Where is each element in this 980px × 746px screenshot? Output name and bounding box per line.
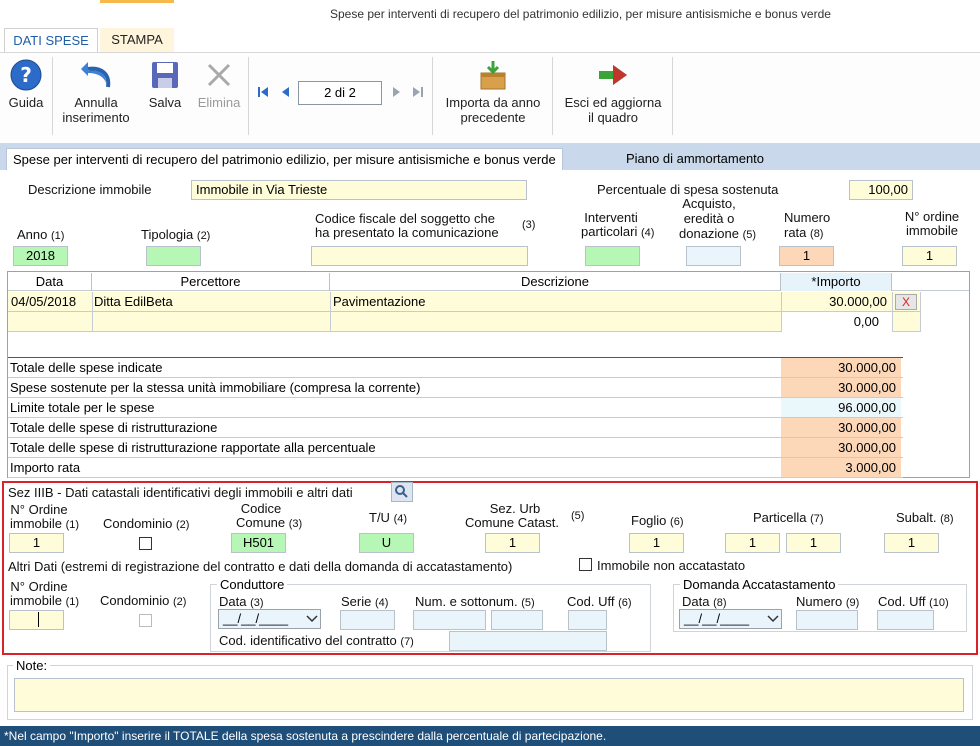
cat-subalt-field[interactable]: 1	[884, 533, 939, 553]
conduttore-title: Conduttore	[217, 578, 287, 592]
numrata-field[interactable]: 1	[779, 246, 834, 266]
cat-foglio-field[interactable]: 1	[629, 533, 684, 553]
toolbar	[0, 52, 980, 144]
total-value: 30.000,00	[781, 438, 901, 457]
last-page-icon[interactable]	[412, 85, 424, 102]
numrata-label-2	[784, 225, 823, 242]
cat-condominio-checkbox[interactable]	[139, 537, 152, 550]
col-descrizione: Descrizione	[330, 273, 781, 291]
acquisto-label-3	[679, 226, 756, 243]
altri-dati-title: Altri Dati (estremi di registrazione del contratto e dati della domanda di accatastamento)	[8, 559, 513, 574]
tab-stampa[interactable]: STAMPA	[100, 28, 174, 52]
codfisc-label-1: Codice fiscale del soggetto che	[315, 211, 495, 226]
cat-particella-field-1[interactable]: 1	[725, 533, 780, 553]
non-accatastato-checkbox[interactable]	[579, 558, 592, 571]
dom-numero-field[interactable]	[796, 610, 858, 630]
dom-numero	[796, 594, 859, 611]
ad-num-field[interactable]	[413, 610, 486, 630]
ad-numsott-note: (5)	[521, 597, 535, 609]
ad-nordine-note: (1)	[65, 596, 80, 608]
search-icon	[392, 483, 412, 501]
codfisc-field[interactable]	[311, 246, 528, 266]
tab-accent	[100, 0, 174, 3]
ad-data-value[interactable]: __/__/____	[223, 611, 289, 626]
catasto-search-button[interactable]	[391, 482, 413, 502]
total-label: Totale delle spese di ristrutturazione	[10, 420, 218, 435]
ad-condominio-checkbox[interactable]	[139, 614, 152, 627]
row-importo[interactable]: 30.000,00	[829, 294, 887, 309]
toolbar-separator	[672, 57, 673, 135]
cat-nordine-2	[10, 516, 79, 533]
importa-label-1: Importa da anno	[445, 95, 541, 110]
tab-piano-ammortamento[interactable]: Piano di ammortamento	[626, 151, 765, 166]
svg-text:?: ?	[20, 63, 32, 87]
anno-label	[17, 227, 64, 244]
ad-nordine-field[interactable]	[9, 610, 64, 630]
acquisto-note: (5)	[742, 229, 757, 241]
window-title: Spese per interventi di recupero del patrimonio edilizio, per misure antisismiche e bonus verde	[330, 7, 831, 21]
dom-numero-text: Numero	[796, 594, 843, 609]
cat-sezurb-field[interactable]: 1	[485, 533, 540, 553]
cat-particella-note: (7)	[810, 513, 824, 525]
nordine-field[interactable]: 1	[902, 246, 957, 266]
annulla-label-1: Annulla	[74, 95, 118, 110]
col-divider	[892, 292, 893, 332]
page-indicator[interactable]: 2 di 2	[298, 81, 382, 105]
catasto-title: Sez IIIB - Dati catastali identificativi degli immobili e altri dati	[8, 485, 353, 500]
ad-condominio	[100, 593, 186, 610]
ad-data-note: (3)	[250, 597, 264, 609]
ad-codcontratto-text: Cod. identificativo del contratto	[219, 633, 397, 648]
cat-subalt-note: (8)	[940, 513, 954, 525]
total-value: 30.000,00	[781, 378, 901, 397]
anno-note: (1)	[51, 230, 65, 242]
total-row	[8, 418, 903, 438]
codfisc-label-2: ha presentato la comunicazione	[315, 225, 499, 240]
dom-data-field[interactable]	[679, 609, 782, 629]
anno-label-text: Anno	[17, 227, 48, 242]
import-icon	[477, 59, 509, 91]
ad-codcontratto-field[interactable]	[449, 631, 607, 651]
codfisc-note: (3)	[522, 219, 536, 231]
ad-data-field[interactable]	[218, 609, 321, 629]
cat-tu-note: (4)	[393, 513, 408, 525]
dom-coduff-field[interactable]	[877, 610, 934, 630]
ad-codcontratto-note: (7)	[400, 636, 414, 648]
cat-codcomune-1: Codice	[240, 501, 282, 516]
dom-coduff-text: Cod. Uff	[878, 594, 926, 609]
acquisto-label-3-text: donazione	[679, 226, 739, 241]
total-label: Importo rata	[10, 460, 81, 475]
ad-serie	[341, 594, 388, 611]
cat-nordine-note: (1)	[65, 519, 80, 531]
ad-coduff	[567, 594, 632, 611]
numrata-label-2-text: rata	[784, 225, 807, 240]
ad-codcontratto	[219, 633, 414, 650]
total-value: 30.000,00	[781, 418, 901, 437]
guida-button[interactable]	[4, 59, 48, 110]
ad-serie-note: (4)	[374, 597, 389, 609]
dom-coduff	[878, 594, 949, 611]
elimina-button[interactable]	[194, 59, 244, 110]
non-accatastato-label: Immobile non accatastato	[597, 558, 746, 573]
cat-foglio-note: (6)	[670, 516, 684, 528]
cat-sezurb-1: Sez. Urb	[489, 501, 541, 516]
descrizione-label: Descrizione immobile	[28, 182, 152, 197]
total-value: 96.000,00	[781, 398, 901, 417]
chevron-down-icon[interactable]	[767, 610, 779, 629]
total-label: Totale delle spese di ristrutturazione rapportate alla percentuale	[10, 440, 376, 455]
domanda-title: Domanda Accatastamento	[680, 578, 838, 592]
cat-codcomune-2	[236, 515, 302, 532]
tipologia-label-text: Tipologia	[141, 227, 194, 242]
nordine-label-1: N° ordine	[904, 209, 960, 224]
dom-numero-note: (9)	[845, 597, 860, 609]
cat-particella	[753, 510, 824, 527]
esci-label-2: il quadro	[588, 110, 638, 125]
cat-condominio-text: Condominio	[103, 516, 173, 531]
ad-coduff-text: Cod. Uff	[567, 594, 615, 609]
toolbar-separator	[432, 57, 433, 135]
percentuale-label: Percentuale di spesa sostenuta	[597, 182, 779, 197]
total-value: 30.000,00	[781, 358, 901, 377]
tipologia-label	[141, 227, 210, 244]
esci-label-1: Esci ed aggiorna	[564, 95, 662, 110]
prev-page-icon[interactable]	[280, 85, 290, 102]
numrata-note: (8)	[810, 228, 824, 240]
total-row	[8, 358, 903, 378]
salva-button[interactable]	[142, 59, 188, 110]
cat-foglio	[631, 513, 684, 530]
total-label: Totale delle spese indicate	[10, 360, 163, 375]
title-bar	[0, 0, 980, 52]
total-row	[8, 378, 903, 398]
note-label: Note:	[13, 659, 50, 673]
col-divider	[330, 292, 331, 332]
col-percettore: Percettore	[92, 273, 330, 291]
salva-label: Salva	[148, 95, 182, 110]
col-importo: *Importo	[781, 273, 892, 291]
cat-sezurb-2: Comune Catast.	[465, 515, 559, 530]
descrizione-field[interactable]: Immobile in Via Trieste	[191, 180, 527, 200]
cat-sezurb-note: (5)	[571, 510, 585, 522]
row-descrizione[interactable]: Pavimentazione	[333, 294, 426, 309]
toolbar-separator	[552, 57, 553, 135]
cat-tu-text: T/U	[369, 510, 390, 525]
ad-numsott	[415, 594, 535, 611]
footer-note: *Nel campo "Importo" inserire il TOTALE della spesa sostenuta a prescindere dalla percentuale di partecipazione.	[0, 726, 980, 746]
interventi-field[interactable]	[585, 246, 640, 266]
row-importo-empty[interactable]: 0,00	[781, 312, 892, 332]
tipologia-field[interactable]	[146, 246, 201, 266]
cat-subalt-text: Subalt.	[896, 510, 937, 525]
elimina-label: Elimina	[197, 95, 241, 110]
cat-tu-field[interactable]: U	[359, 533, 414, 553]
tab-dati-spese[interactable]: DATI SPESE	[4, 28, 98, 52]
acquisto-label-2: eredità o	[683, 211, 735, 226]
delete-row-button[interactable]: X	[895, 294, 917, 310]
interventi-label-2	[581, 224, 654, 241]
ad-coduff-note: (6)	[618, 597, 632, 609]
cat-condominio	[103, 516, 189, 533]
cat-foglio-text: Foglio	[631, 513, 667, 528]
note-field[interactable]	[14, 678, 964, 712]
ad-nordine-1: N° Ordine	[10, 579, 68, 594]
cat-nordine-field[interactable]: 1	[9, 533, 64, 553]
dom-data-text: Data	[682, 594, 710, 609]
delete-icon	[203, 59, 235, 91]
cat-codcomune-note: (3)	[288, 518, 303, 530]
ad-numsott-text: Num. e sottonum.	[415, 594, 518, 609]
interventi-label-1: Interventi	[584, 210, 638, 225]
subtabs-bar	[0, 144, 980, 170]
guida-label: Guida	[8, 95, 44, 110]
total-label: Limite totale per le spese	[10, 400, 155, 415]
annulla-label-2: inserimento	[62, 110, 130, 125]
interventi-note: (4)	[640, 227, 655, 239]
total-row	[8, 458, 903, 478]
ad-nordine-2	[10, 593, 79, 610]
tab-spese[interactable]: Spese per interventi di recupero del patrimonio edilizio, per misure antisismiche e bonus verde	[6, 148, 563, 170]
acquisto-field[interactable]	[686, 246, 741, 266]
cat-nordine-1: N° Ordine	[10, 502, 68, 517]
cat-particella-field-2[interactable]: 1	[786, 533, 841, 553]
ad-serie-text: Serie	[341, 594, 372, 609]
col-divider	[92, 292, 93, 332]
cat-codcomune-2-text: Comune	[236, 515, 286, 530]
percentuale-field[interactable]: 100,00	[849, 180, 913, 200]
total-row	[8, 438, 903, 458]
cat-subalt	[896, 510, 954, 527]
exit-arrow-icon	[597, 59, 629, 91]
col-divider	[920, 292, 921, 332]
esci-aggiorna-button[interactable]	[556, 59, 670, 125]
total-label: Spese sostenute per la stessa unità immobiliare (compresa la corrente)	[10, 380, 421, 395]
row-percettore[interactable]: Ditta EdilBeta	[94, 294, 173, 309]
annulla-button[interactable]	[56, 59, 136, 125]
importa-button[interactable]	[436, 59, 550, 125]
ad-sottonum-field[interactable]	[491, 610, 543, 630]
nordine-label-2: immobile	[905, 223, 958, 238]
help-icon	[10, 59, 42, 91]
tipologia-note: (2)	[196, 230, 211, 242]
ad-data-text: Data	[219, 594, 247, 609]
total-row	[8, 398, 903, 418]
ad-coduff-field[interactable]	[568, 610, 607, 630]
cat-codcomune-field[interactable]: H501	[231, 533, 286, 553]
ad-serie-field[interactable]	[340, 610, 395, 630]
row-data[interactable]: 04/05/2018	[11, 294, 77, 309]
cat-condominio-note: (2)	[176, 519, 190, 531]
toolbar-separator	[52, 57, 53, 135]
total-value: 3.000,00	[781, 458, 901, 477]
cat-nordine-2-text: immobile	[10, 516, 63, 531]
col-divider	[781, 292, 782, 332]
dom-coduff-note: (10)	[929, 597, 949, 609]
dom-data-value[interactable]: __/__/____	[684, 611, 750, 626]
spese-table	[7, 271, 970, 478]
ad-condominio-note: (2)	[173, 596, 187, 608]
ad-nordine-2-text: immobile	[10, 593, 63, 608]
cat-particella-text: Particella	[753, 510, 807, 525]
numrata-label-1: Numero	[784, 210, 831, 225]
first-page-icon[interactable]	[257, 85, 269, 102]
undo-icon	[80, 59, 112, 91]
dom-data-note: (8)	[713, 597, 727, 609]
importa-label-2: precedente	[460, 110, 526, 125]
next-page-icon[interactable]	[391, 85, 401, 102]
cat-tu	[369, 510, 407, 527]
acquisto-label-1: Acquisto,	[682, 196, 736, 211]
chevron-down-icon[interactable]	[306, 610, 318, 629]
interventi-label-2-text: particolari	[581, 224, 638, 239]
ad-condominio-text: Condominio	[100, 593, 170, 608]
save-icon	[149, 59, 181, 91]
col-data: Data	[8, 273, 92, 291]
anno-field[interactable]: 2018	[13, 246, 68, 266]
toolbar-separator	[248, 57, 249, 135]
